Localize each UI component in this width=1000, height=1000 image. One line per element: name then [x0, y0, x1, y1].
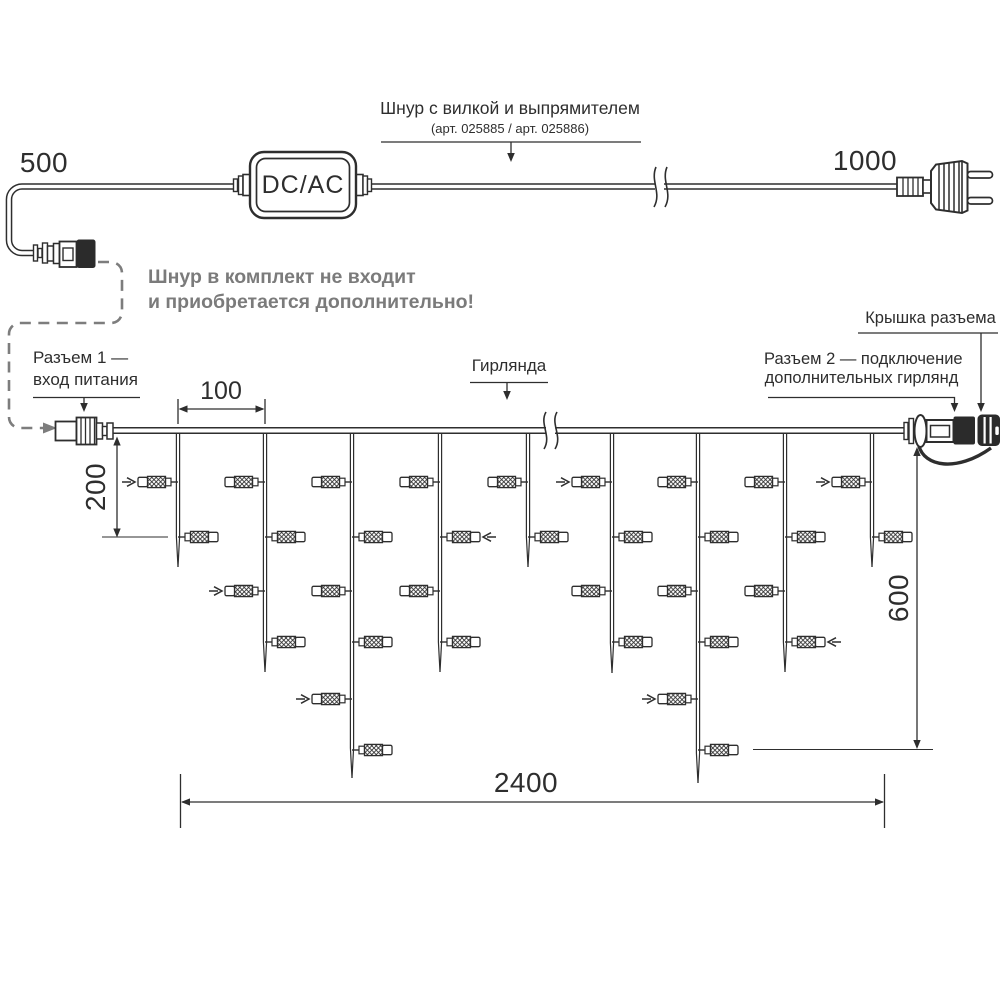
dim-1000-label: 1000: [832, 145, 898, 176]
note-line1: Шнур в комплект не входит: [148, 266, 416, 288]
led-bulb: [296, 693, 352, 704]
garland-drop: [642, 433, 738, 783]
garland-drop: [400, 433, 496, 672]
led-bulb: [122, 476, 178, 487]
dim-2400-label: 2400: [493, 767, 559, 798]
bulb-direction-arrow-icon: [209, 587, 222, 596]
led-bulb: [265, 531, 305, 542]
garland-drop: [556, 433, 652, 673]
connector1-label-line1: Разъем 1 —: [33, 348, 129, 367]
led-bulb: [612, 531, 652, 542]
connector1: [56, 418, 114, 445]
cord-label-line2: (арт. 025885 / арт. 025886): [430, 121, 590, 136]
bulb-direction-arrow-icon: [816, 478, 829, 487]
led-bulb: [785, 531, 825, 542]
bulb-direction-arrow-icon: [642, 695, 655, 704]
led-bulb: [658, 476, 698, 487]
dim-600-label: 600: [883, 573, 914, 623]
led-bulb: [528, 531, 568, 542]
connector2-label-line1: Разъем 2 — подключение: [764, 350, 963, 368]
led-bulb: [572, 585, 612, 596]
mains-plug-icon: [897, 161, 993, 213]
led-bulb: [785, 636, 841, 647]
led-bulb: [178, 531, 218, 542]
led-bulb: [488, 476, 528, 487]
garland-drop: [745, 433, 841, 672]
led-bulb: [745, 476, 785, 487]
led-bulb: [698, 744, 738, 755]
led-bulb: [642, 693, 698, 704]
connector-cap: [978, 415, 1000, 447]
garland-drop: [209, 433, 305, 672]
garland-drop: [122, 433, 218, 567]
led-bulb: [440, 531, 496, 542]
note-line2: и приобретается дополнительно!: [148, 291, 475, 313]
connector1-label-line2: вход питания: [33, 370, 138, 389]
led-bulb: [225, 476, 265, 487]
led-bulb: [745, 585, 785, 596]
dcac-label: DC/AC: [261, 170, 345, 199]
bulb-direction-arrow-icon: [122, 478, 135, 487]
dim-500-label: 500: [19, 147, 69, 178]
led-bulb: [352, 636, 392, 647]
dim-100-label: 100: [200, 377, 242, 405]
led-bulb: [400, 585, 440, 596]
garland-label: Гирлянда: [471, 356, 547, 375]
led-bulb: [265, 636, 305, 647]
led-bulb: [698, 531, 738, 542]
connector2-label-line2: дополнительных гирлянд: [764, 369, 959, 387]
garland-drops-layer: [122, 433, 912, 783]
led-bulb: [440, 636, 480, 647]
garland-leader: [470, 383, 548, 401]
led-bulb: [400, 476, 440, 487]
power-cord-connector: [34, 240, 96, 269]
led-bulb: [312, 476, 352, 487]
connector2-leader: [768, 398, 958, 413]
led-bulb: [698, 636, 738, 647]
led-bulb: [612, 636, 652, 647]
power-cord: [9, 167, 897, 253]
garland-drop: [296, 433, 392, 778]
led-bulb: [556, 476, 612, 487]
dim-200-label: 200: [80, 462, 111, 512]
led-bulb: [312, 585, 352, 596]
led-bulb: [352, 744, 392, 755]
led-bulb: [816, 476, 872, 487]
bulb-direction-arrow-icon: [296, 695, 309, 704]
bulb-direction-arrow-icon: [828, 638, 841, 647]
cord-label-line1: Шнур с вилкой и выпрямителем: [380, 98, 640, 118]
led-bulb: [658, 585, 698, 596]
garland-drop: [488, 433, 568, 567]
led-bulb: [352, 531, 392, 542]
cap-label: Крышка разъема: [865, 309, 996, 327]
bulb-direction-arrow-icon: [556, 478, 569, 487]
connector1-leader: [33, 398, 140, 413]
cord-label-leader: [381, 142, 641, 162]
garland-drop: [816, 433, 912, 567]
led-bulb: [209, 585, 265, 596]
bulb-direction-arrow-icon: [483, 533, 496, 542]
led-bulb: [872, 531, 912, 542]
